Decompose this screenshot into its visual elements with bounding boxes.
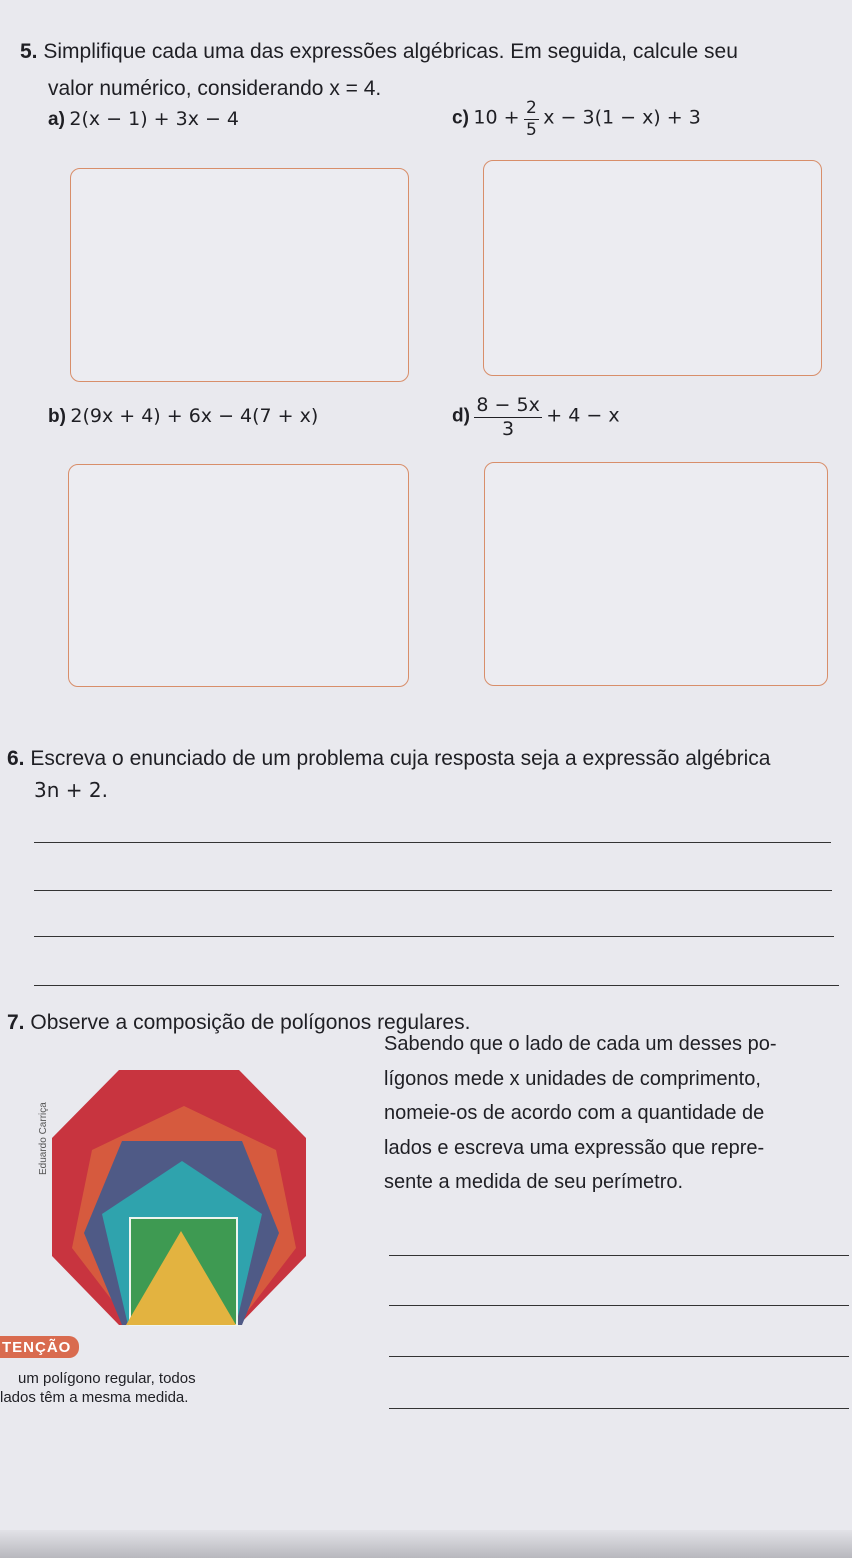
item-b: [48, 405, 318, 428]
item-c-fraction: [524, 100, 539, 139]
attention-badge: TENÇÃO: [0, 1336, 79, 1358]
item-d-numerator: 8 − 5x: [476, 394, 540, 416]
q6-text-1: Escreva o enunciado de um problema cuja resposta seja a expressão algébrica: [30, 747, 771, 770]
answer-line-q7-2[interactable]: [389, 1305, 849, 1306]
polygon-composition-figure: [44, 1068, 334, 1330]
page-bottom-edge: [0, 1530, 852, 1558]
item-c-post: x − 3(1 − x) + 3: [543, 106, 701, 129]
q7-text-line-5: sente a medida de seu perímetro.: [384, 1171, 684, 1193]
attention-line-1: um polígono regular, todos: [18, 1370, 196, 1387]
q7-text-line-4: lados e escreva uma expressão que repre-: [384, 1136, 765, 1159]
q6-line1: [7, 744, 770, 774]
q5-line2: valor numérico, considerando x = 4.: [48, 77, 382, 100]
q6-line2: 3n + 2.: [34, 778, 108, 802]
q5-number: 5.: [20, 40, 38, 63]
item-d-fraction: [474, 396, 541, 439]
q7-instructions: [384, 1027, 777, 1200]
answer-line-q6-4[interactable]: [34, 985, 839, 986]
figure-credit: Eduardo Carriça: [38, 1102, 49, 1175]
q7-text-line-3: nomeie-os de acordo com a quantidade de: [384, 1102, 765, 1124]
item-d-post: + 4 − x: [546, 404, 620, 427]
item-c-numerator: 2: [525, 98, 537, 118]
item-b-label: b): [48, 406, 66, 427]
q5-line1: [20, 37, 738, 67]
item-c: [452, 100, 701, 139]
item-c-denominator: 5: [525, 120, 537, 140]
answer-box-b[interactable]: [68, 464, 409, 687]
answer-line-q7-1[interactable]: [389, 1255, 849, 1256]
answer-box-c[interactable]: [483, 160, 822, 376]
answer-line-q6-1[interactable]: [34, 842, 831, 843]
polygon-figure-svg: [44, 1068, 334, 1330]
answer-box-a[interactable]: [70, 168, 409, 382]
q7-text-line-1: Sabendo que o lado de cada um desses po-: [384, 1033, 777, 1055]
answer-line-q6-3[interactable]: [34, 936, 834, 937]
q7-title-text: Observe a composição de polígonos regulares.: [30, 1011, 471, 1034]
item-d: [452, 396, 620, 439]
item-c-pre: 10 +: [473, 106, 520, 129]
q7-text-line-2: lígonos mede x unidades de comprimento,: [384, 1067, 761, 1090]
item-a-expression: 2(x − 1) + 3x − 4: [69, 108, 240, 130]
item-a-label: a): [48, 109, 65, 130]
attention-line-2: lados têm a mesma medida.: [0, 1389, 189, 1406]
answer-line-q7-3[interactable]: [389, 1356, 849, 1357]
q6-number: 6.: [7, 747, 25, 770]
item-d-label: d): [452, 405, 470, 427]
answer-line-q7-4[interactable]: [389, 1408, 849, 1409]
answer-box-d[interactable]: [484, 462, 828, 686]
item-c-label: c): [452, 107, 469, 129]
item-d-denominator: 3: [502, 418, 515, 440]
item-b-expression: 2(9x + 4) + 6x − 4(7 + x): [70, 405, 319, 427]
item-a: [48, 108, 239, 131]
q7-number: 7.: [7, 1011, 25, 1034]
q5-text-1: Simplifique cada uma das expressões algébricas. Em seguida, calcule seu: [43, 40, 738, 63]
answer-line-q6-2[interactable]: [34, 890, 832, 891]
